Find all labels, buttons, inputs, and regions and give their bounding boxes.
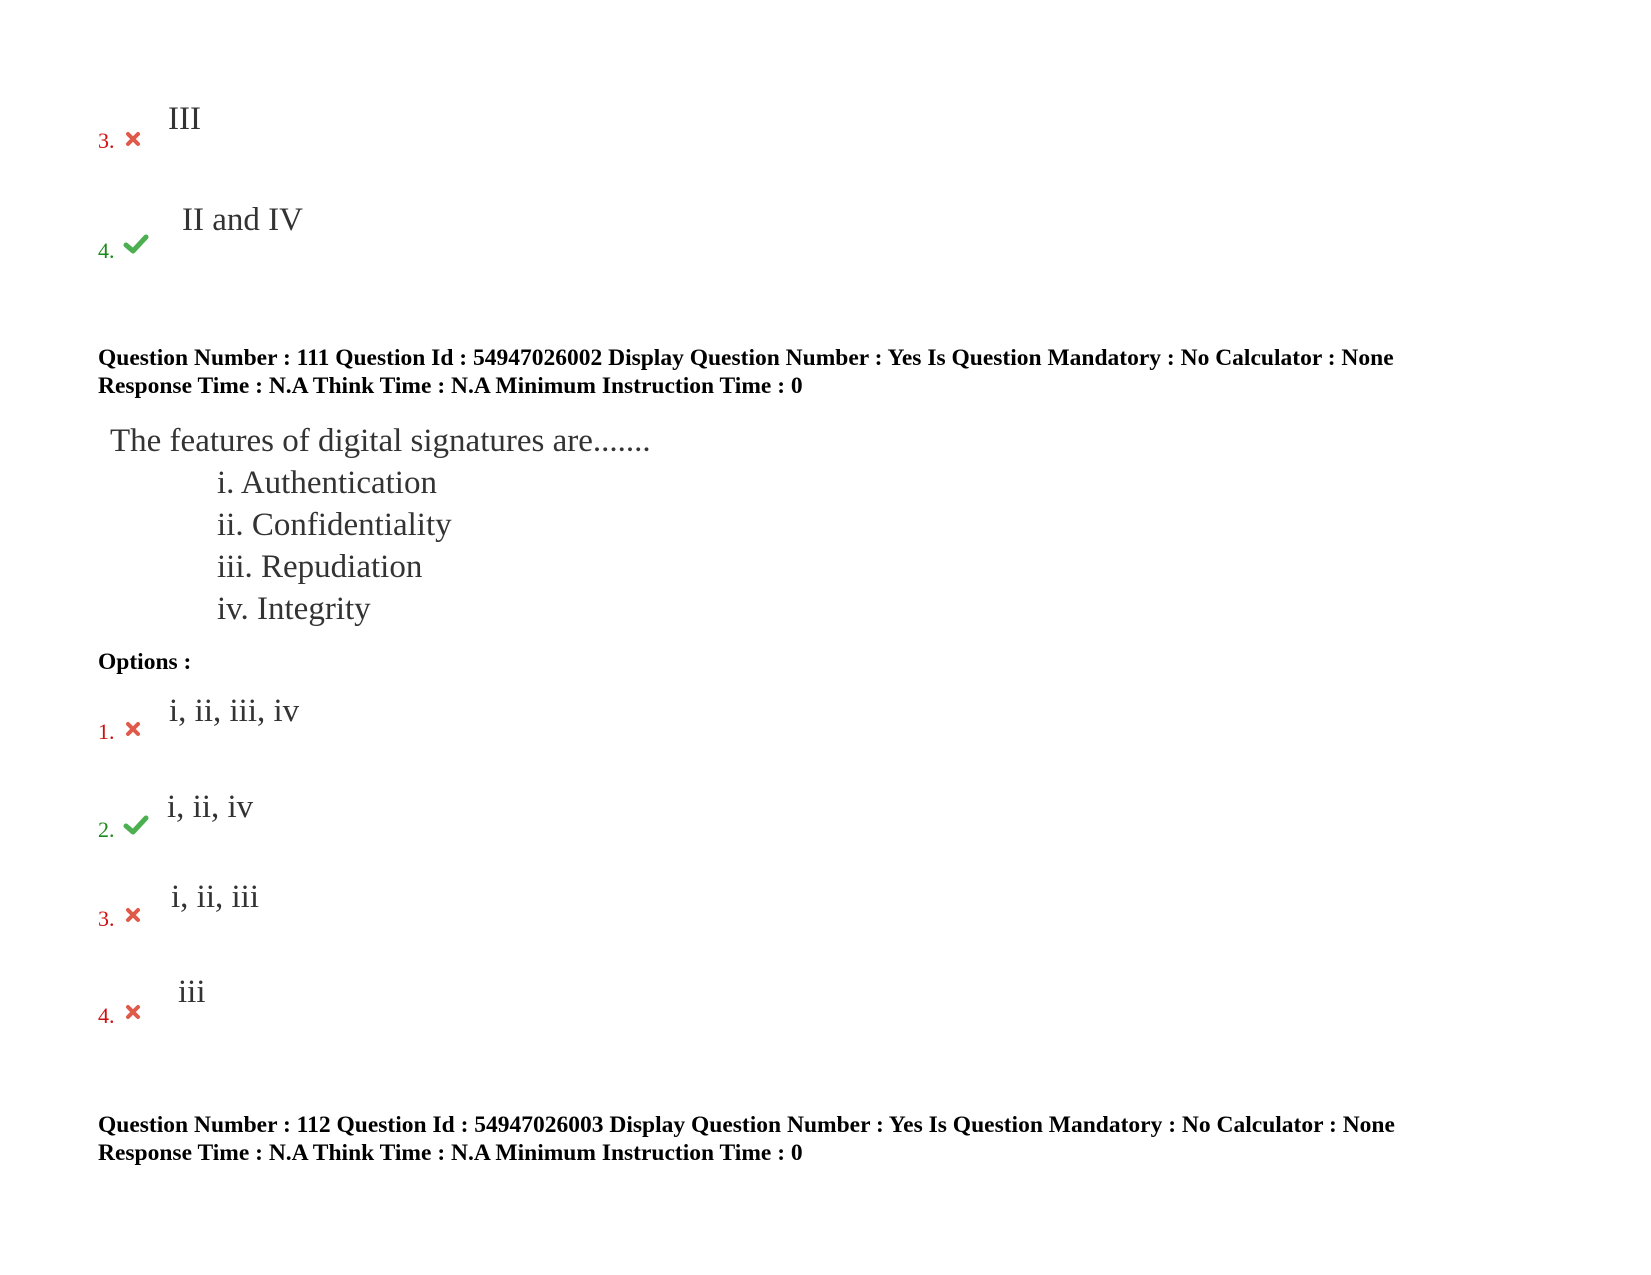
question-111-meta-line1: Question Number : 111 Question Id : 54947026002 Display Question Number : Yes Is Question Mandatory : No Calculator : None xyxy=(98,345,1394,371)
question-item-1: i. Authentication xyxy=(217,465,437,501)
check-icon xyxy=(123,234,149,254)
option-number: 4. xyxy=(98,238,115,263)
options-label: Options : xyxy=(98,649,192,675)
option-text: II and IV xyxy=(182,202,303,238)
question-111-meta-line2: Response Time : N.A Think Time : N.A Minimum Instruction Time : 0 xyxy=(98,373,803,399)
question-item-3: iii. Repudiation xyxy=(217,549,423,585)
option-text: i, ii, iv xyxy=(167,789,254,825)
option-number: 1. xyxy=(98,719,115,744)
option-number: 3. xyxy=(98,906,115,931)
option-number: 4. xyxy=(98,1003,115,1028)
option-text: i, ii, iii xyxy=(171,879,260,915)
question-112-meta-line1: Question Number : 112 Question Id : 54947026003 Display Question Number : Yes Is Question Mandatory : No Calculator : None xyxy=(98,1112,1395,1138)
question-stem: The features of digital signatures are....... xyxy=(110,423,651,459)
cross-icon xyxy=(124,720,142,738)
cross-icon xyxy=(124,130,142,148)
check-icon xyxy=(123,815,149,835)
cross-icon xyxy=(124,1003,142,1021)
question-112-meta-line2: Response Time : N.A Think Time : N.A Minimum Instruction Time : 0 xyxy=(98,1140,803,1166)
question-111-body xyxy=(110,420,651,630)
cross-icon xyxy=(124,906,142,924)
option-number: 3. xyxy=(98,128,115,153)
question-item-4: iv. Integrity xyxy=(217,591,371,627)
option-text: i, ii, iii, iv xyxy=(169,693,300,729)
option-text: III xyxy=(168,101,201,137)
question-item-2: ii. Confidentiality xyxy=(217,507,452,543)
option-text: iii xyxy=(178,974,206,1010)
option-number: 2. xyxy=(98,817,115,842)
